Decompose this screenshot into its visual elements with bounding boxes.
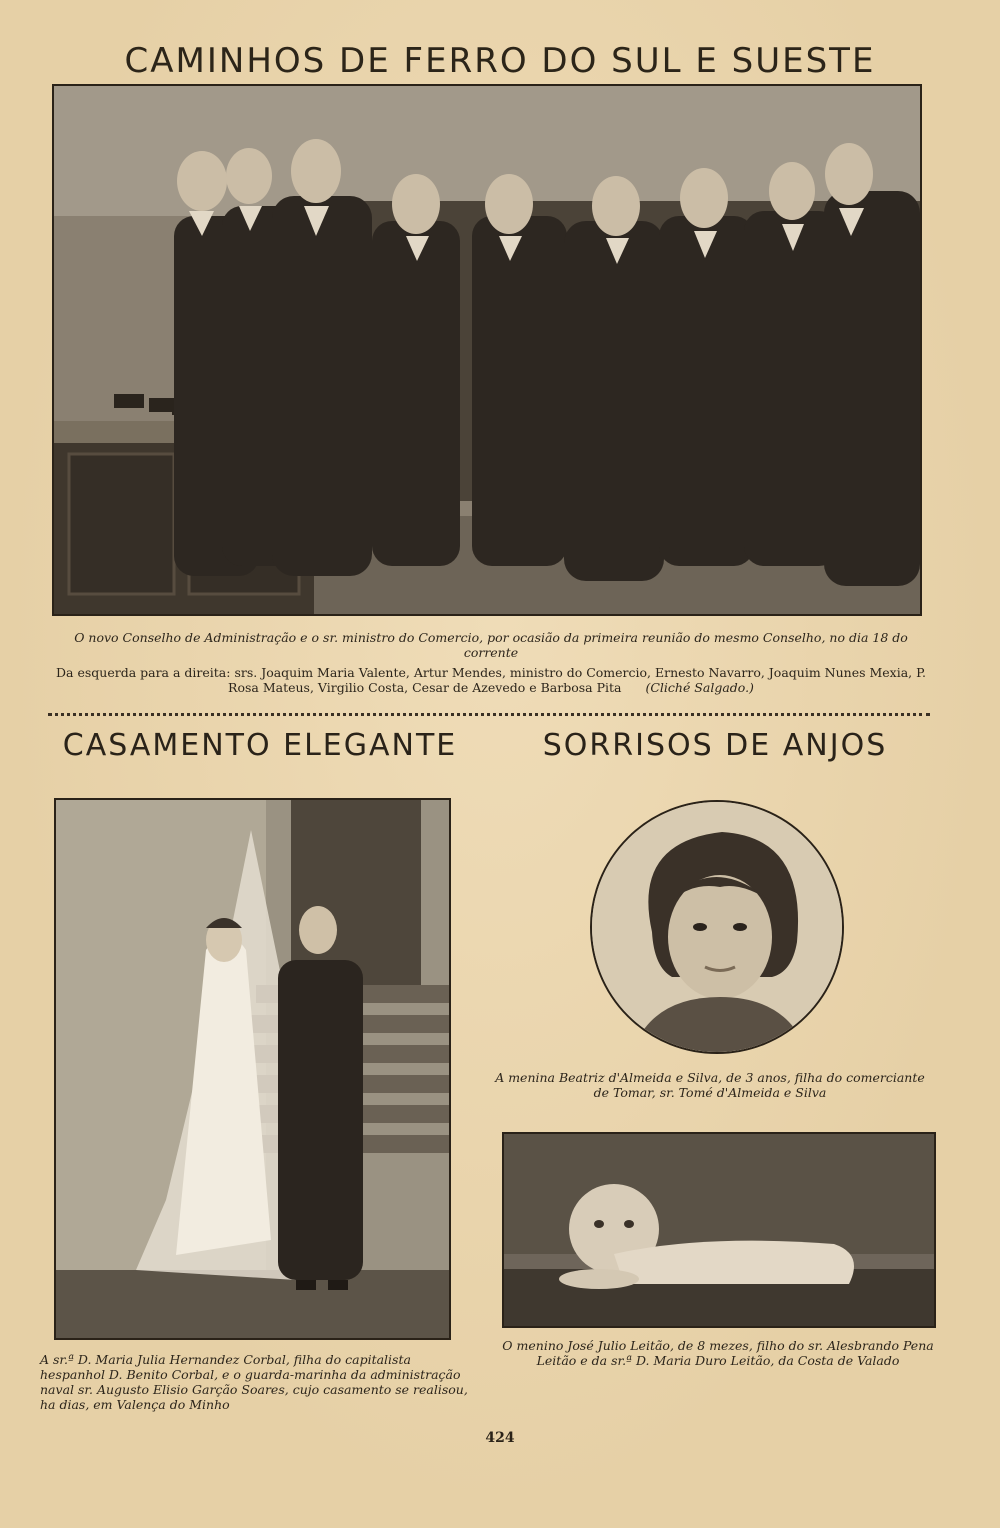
board-group-photo-illustration: [54, 86, 920, 614]
wedding-caption-text: A sr.ª D. Maria Julia Hernandez Corbal, filha do capitalista hespanhol D. Benito Corbal, e o guarda-marinha da administração naval sr. Augusto Elisio Garção Soares, cujo casamento se realisou, ha dias, em Valença do Minho: [40, 1352, 468, 1412]
wedding-section-title: CASAMENTO ELEGANTE: [62, 728, 458, 763]
baby-caption-text: O menino José Julio Leitão, de 8 mezes, filho do sr. Alesbrando Pena Leitão e da sr.ª D. Maria Duro Leitão, da Costa de Valado: [502, 1338, 934, 1368]
baby-photo-illustration: [504, 1134, 934, 1326]
smiles-section-title: SORRISOS DE ANJOS: [542, 728, 888, 763]
board-photo-names-line: Da esquerda para a direita: srs. Joaquim Maria Valente, Artur Mendes, ministro do Comercio, Ernesto Navarro, Joaquim Nunes Mexia, P. Rosa Mateus, Virgilio Costa, Cesar de Azevedo e Barbosa Pita: [56, 665, 926, 695]
board-photo-caption-line1: O novo Conselho de Administração e o sr. ministro do Comercio, por ocasião da primeira reunião do mesmo Conselho, no dia 18 do corrente: [74, 630, 908, 660]
wedding-photo-illustration: [56, 800, 449, 1338]
girl-portrait: [590, 800, 844, 1054]
photo-credit: (Cliché Salgado.): [645, 680, 754, 695]
wedding-caption: [40, 1352, 470, 1412]
page-number: 424: [485, 1430, 515, 1446]
girl-caption-text: A menina Beatriz d'Almeida e Silva, de 3 anos, filha do comerciante de Tomar, sr. Tomé d'Almeida e Silva: [495, 1070, 925, 1100]
board-photo-caption: [46, 630, 936, 660]
page-headline: CAMINHOS DE FERRO DO SUL E SUESTE: [124, 40, 876, 81]
wedding-photo: [54, 798, 451, 1340]
board-group-photo: [52, 84, 922, 616]
baby-caption: [498, 1338, 938, 1368]
section-divider: [48, 713, 930, 716]
baby-photo: [502, 1132, 936, 1328]
board-photo-names: [46, 665, 936, 695]
girl-caption: [495, 1070, 925, 1100]
girl-portrait-illustration: [592, 802, 842, 1052]
